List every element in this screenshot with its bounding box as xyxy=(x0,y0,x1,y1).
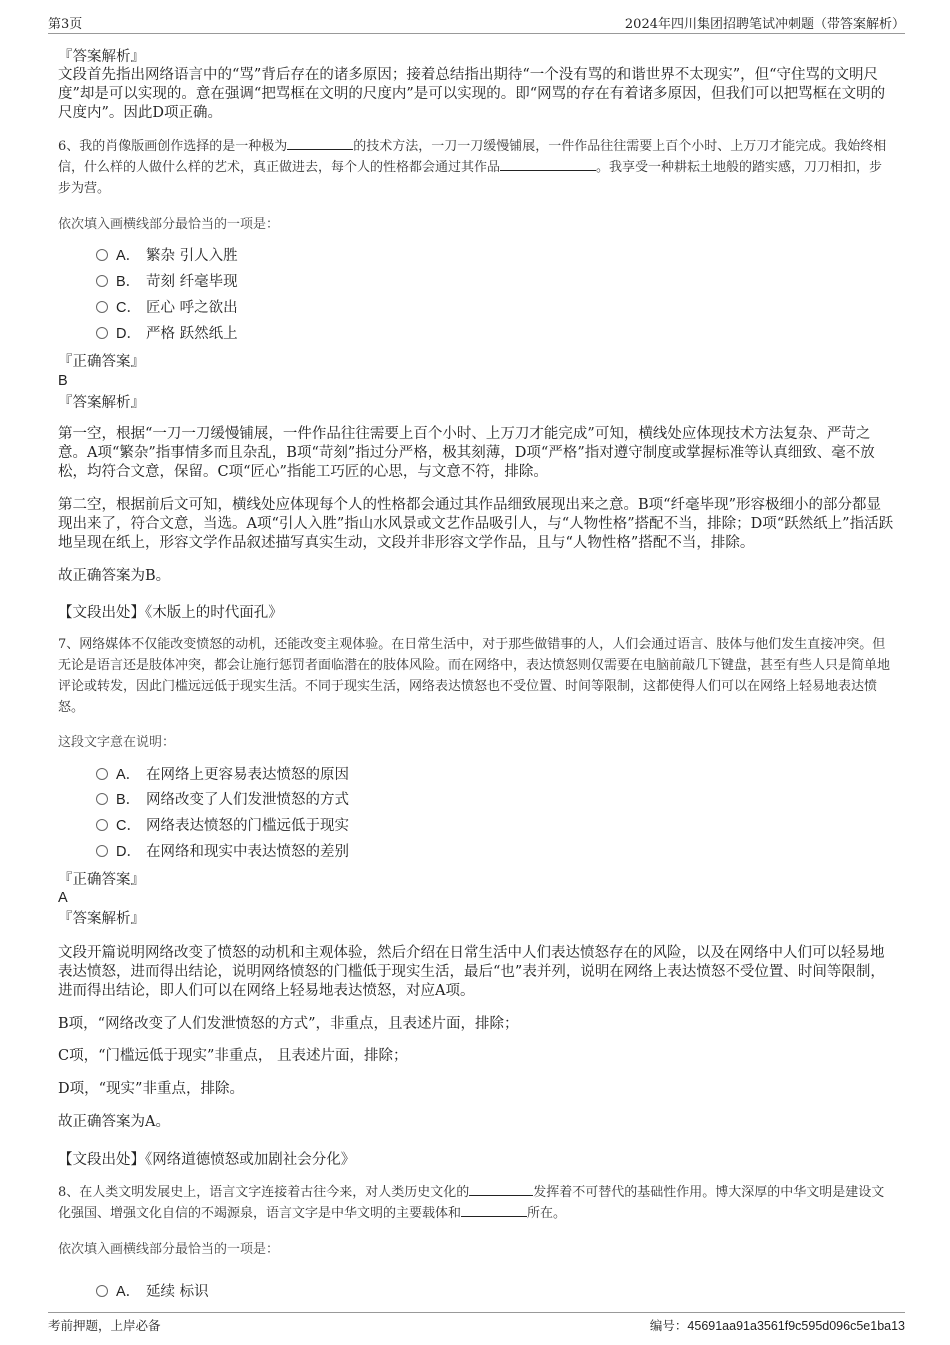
fill-blank xyxy=(469,1183,533,1196)
analysis-conclusion: 故正确答案为A。 xyxy=(58,1114,170,1130)
option-c[interactable]: C． 网络表达愤怒的门槛远低于现实 xyxy=(96,815,349,837)
analysis-paragraph: 第一空，根据“一刀一刀缓慢铺展，一件作品往往需要上百个小时、上万刀才能完成”可知，横线处应体现技术方法复杂、严苛之意。A项“繁杂”指事情多而且杂乱，B项“苛刻”指过分严格，极其刻薄，D项“严格”指对遵守制度或掌握标准等认真细致、毫不放松，均符合文意，保留。C项“匠心”指能工巧匠的心思，与文意不符，排除。 xyxy=(58,426,875,480)
source-citation: 【文段出处】《网络道德愤怒或加剧社会分化》 xyxy=(58,1152,356,1168)
analysis-label: 『答案解析』 xyxy=(58,911,145,927)
question-6-stem: 6、我的肖像版画创作选择的是一种极为 的技术方法，一刀一刀缓慢铺展，一件作品往往需要上百个小时、上万刀才能完成。我始终相信，什么样的人做什么样的艺术，真正做进去，每个人的性格都会通过其作品 。我享受一种耕耘土地般的踏实感，刀刀相扣，步步为营。 xyxy=(58,139,887,196)
analysis-paragraph: B项，“网络改变了人们发泄愤怒的方式”，非重点，且表述片面，排除； xyxy=(58,1016,519,1032)
option-d[interactable]: D． 严格 跃然纸上 xyxy=(96,323,238,345)
question-7-stem: 7、网络媒体不仅能改变愤怒的动机，还能改变主观体验。在日常生活中，对于那些做错事的人，人们会通过语言、肢体与他们发生直接冲突。但无论是语言还是肢体冲突，都会让施行惩罚者面临潜在的肢体风险。而在网络中，表达愤怒则仅需要在电脑前敲几下键盘，甚至有些人只是简单地评论或转发，因此门槛远远低于现实生活。不同于现实生活，网络表达愤怒也不受位置、时间等限制，这都使得人们可以在网络上轻易地表达愤怒。 xyxy=(58,637,891,715)
option-a[interactable]: A． 繁杂 引人入胜 xyxy=(96,245,238,267)
option-b[interactable]: B． 苛刻 纤毫毕现 xyxy=(96,271,238,293)
question-number: 8、 xyxy=(58,1185,80,1200)
page-footer xyxy=(48,1312,905,1336)
correct-answer: B xyxy=(58,373,68,389)
page-number: 第3页 xyxy=(48,17,83,32)
question-number: 7、 xyxy=(58,637,80,652)
analysis-paragraph: D项，“现实”非重点，排除。 xyxy=(58,1081,244,1097)
radio-icon[interactable] xyxy=(96,793,108,805)
fill-blank xyxy=(287,137,353,150)
footer-slogan: 考前押题，上岸必备 xyxy=(48,1318,161,1333)
question-prompt: 依次填入画横线部分最恰当的一项是： xyxy=(58,1242,280,1257)
question-number: 6、 xyxy=(58,139,80,154)
analysis-text: 文段首先指出网络语言中的“骂”背后存在的诸多原因；接着总结指出期待“一个没有骂的和谐世界不太现实”，但“守住骂的文明尺度”却是可以实现的。意在强调“把骂框在文明的尺度内”是可以实现的。即“网骂的存在有着诸多原因，但我们可以把骂框在文明的尺度内”。因此D项正确。 xyxy=(58,67,886,121)
question-8-stem: 8、在人类文明发展史上，语言文字连接着古往今来，对人类历史文化的 发挥着不可替代的基础性作用。博大深厚的中华文明是建设文化强国、增强文化自信的不竭源泉，语言文字是中华文明的主要载体和 所在。 xyxy=(58,1185,885,1221)
radio-icon[interactable] xyxy=(96,275,108,287)
analysis-label: 『答案解析』 xyxy=(58,395,145,411)
radio-icon[interactable] xyxy=(96,327,108,339)
option-c[interactable]: C． 匠心 呼之欲出 xyxy=(96,297,238,319)
question-prompt: 这段文字意在说明： xyxy=(58,735,176,750)
radio-icon[interactable] xyxy=(96,301,108,313)
fill-blank xyxy=(500,158,596,171)
radio-icon[interactable] xyxy=(96,819,108,831)
option-a[interactable]: A． 在网络上更容易表达愤怒的原因 xyxy=(96,764,349,786)
document-title: 2024年四川集团招聘笔试冲刺题（带答案解析） xyxy=(624,17,905,32)
correct-answer: A xyxy=(58,890,68,906)
fill-blank xyxy=(461,1204,527,1217)
analysis-label: 『答案解析』 xyxy=(58,49,145,65)
correct-answer-label: 『正确答案』 xyxy=(58,872,145,888)
analysis-conclusion: 故正确答案为B。 xyxy=(58,568,171,584)
radio-icon[interactable] xyxy=(96,845,108,857)
option-b[interactable]: B． 网络改变了人们发泄愤怒的方式 xyxy=(96,789,349,811)
page-header xyxy=(48,13,905,34)
option-a[interactable]: A． 延续 标识 xyxy=(96,1281,209,1303)
correct-answer-label: 『正确答案』 xyxy=(58,354,145,370)
question-prompt: 依次填入画横线部分最恰当的一项是： xyxy=(58,217,280,232)
document-code: 编号：45691aa91a3561f9c595d096c5e1ba13 xyxy=(649,1318,905,1333)
source-citation: 【文段出处】《木版上的时代面孔》 xyxy=(58,605,283,621)
option-d[interactable]: D． 在网络和现实中表达愤怒的差别 xyxy=(96,841,349,863)
radio-icon[interactable] xyxy=(96,249,108,261)
analysis-paragraph: C项，“门槛远低于现实”非重点， 且表述片面，排除； xyxy=(58,1048,408,1064)
radio-icon[interactable] xyxy=(96,768,108,780)
analysis-paragraph: 文段开篇说明网络改变了愤怒的动机和主观体验，然后介绍在日常生活中人们表达愤怒存在的风险，以及在网络中人们可以轻易地表达愤怒，进而得出结论，说明网络愤怒的门槛低于现实生活，最后“也”表并列，说明在网络上表达愤怒不受位置、时间等限制，进而得出结论，即人们可以在网络上轻易地表达愤怒，对应A项。 xyxy=(58,945,885,999)
analysis-paragraph: 第二空，根据前后文可知，横线处应体现每个人的性格都会通过其作品细致展现出来之意。B项“纤毫毕现”形容极细小的部分都显现出来了，符合文意，当选。A项“引人入胜”指山水风景或文艺作品吸引人，与“人物性格”搭配不当，排除；D项“跃然纸上”指活跃地呈现在纸上，形容文学作品叙述描写真实生动，文段并非形容文学作品，且与“人物性格”搭配不当，排除。 xyxy=(58,497,894,551)
radio-icon[interactable] xyxy=(96,1285,108,1297)
